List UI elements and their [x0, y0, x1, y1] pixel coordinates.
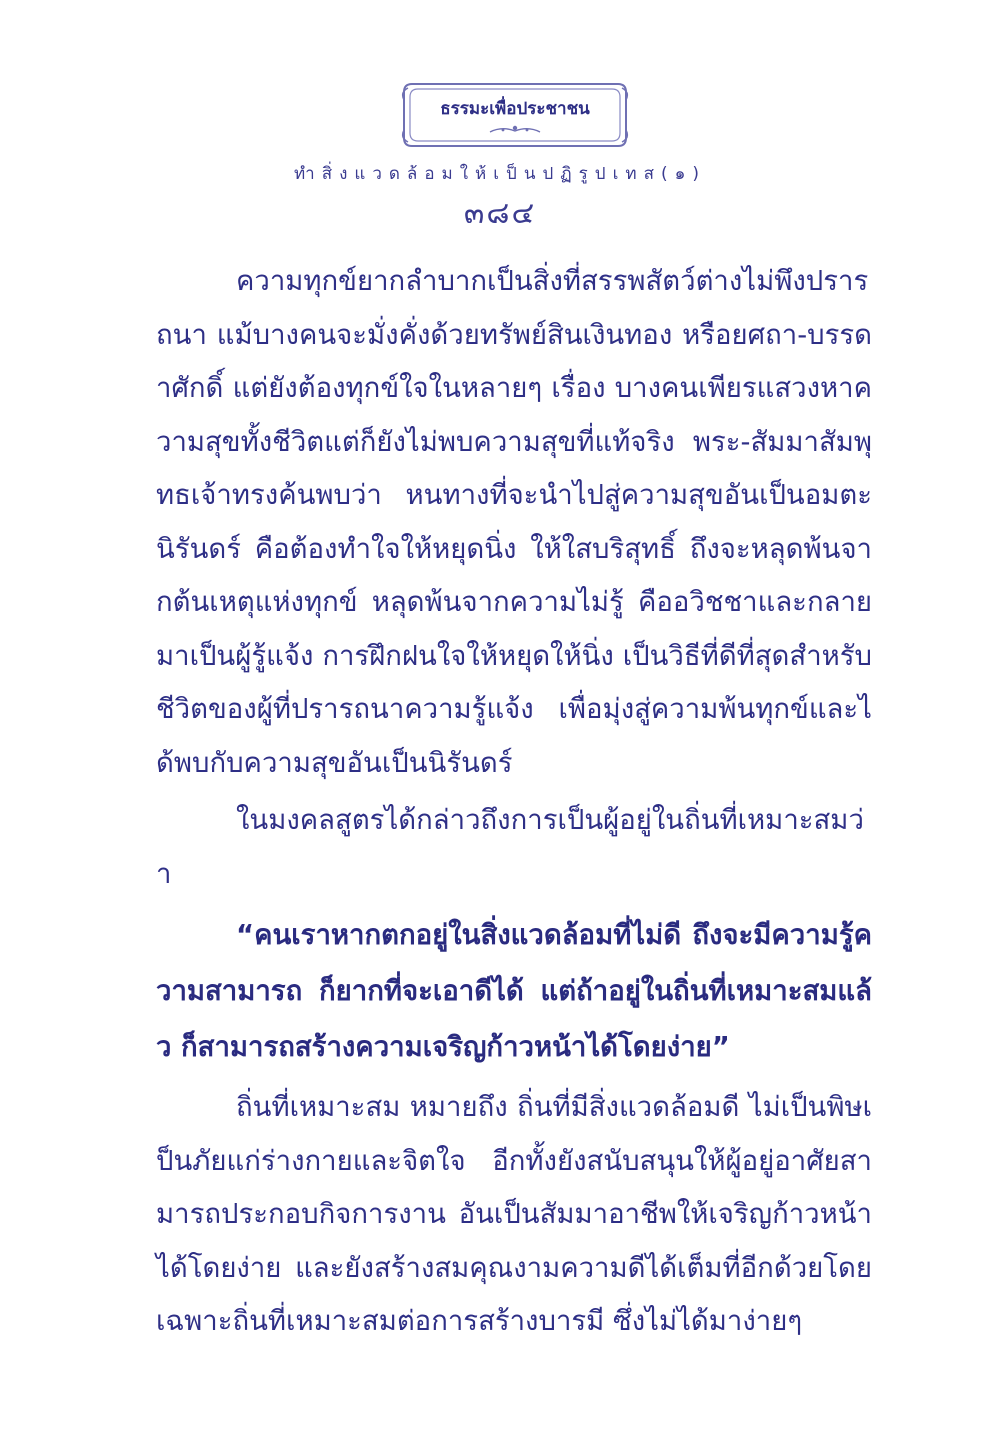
- page-number: ๓๘๔: [463, 196, 537, 231]
- paragraph-1: ความทุกข์ยากลำบากเป็นสิ่งที่สรรพสัตว์ต่างไม่พึงปรารถนา แม้บางคนจะมั่งคั่งด้วยทรัพย์สินเงินทอง หรือยศถา-บรรดาศักดิ์ แต่ยังต้องทุกข์ใจในหลายๆ เรื่อง บางคนเพียรแสวงหาความสุขทั้งชีวิตแต่ก็ยังไม่พบความสุขที่แท้จริง พระ-สัมมาสัมพุทธเจ้าทรงค้นพบว่า หนทางที่จะนำไปสู่ความสุขอันเป็นอมตะนิรันดร์ คือต้องทำใจให้หยุดนิ่ง ให้ใสบริสุทธิ์ ถึงจะหลุดพ้นจากต้นเหตุแห่งทุกข์ หลุดพ้นจากความไม่รู้ คืออวิชชาและกลายมาเป็นผู้รู้แจ้ง การฝึกฝนใจให้หยุดให้นิ่ง เป็นวิธีที่ดีที่สุดสำหรับชีวิตของผู้ที่ปรารถนาความรู้แจ้ง เพื่อมุ่งสู่ความพ้นทุกข์และได้พบกับความสุขอันเป็นนิรันดร์: [156, 265, 872, 779]
- logo-text: ธรรมะเพื่อประชาชน: [440, 99, 590, 119]
- paragraph-3: ถิ่นที่เหมาะสม หมายถึง ถิ่นที่มีสิ่งแวดล้อมดี ไม่เป็นพิษเป็นภัยแก่ร่างกายและจิตใจ อีกทั้งยังสนับสนุนให้ผู้อยู่อาศัยสามารถประกอบกิจการงาน อันเป็นสัมมาอาชีพให้เจริญก้าวหน้าได้โดยง่าย และยังสร้างสมคุณงามความดีได้เต็มที่อีกด้วยโดยเฉพาะถิ่นที่เหมาะสมต่อการสร้างบารมี ซึ่งไม่ได้มาง่ายๆ: [156, 1091, 872, 1337]
- paragraph-2: ในมงคลสูตรได้กล่าวถึงการเป็นผู้อยู่ในถิ่นที่เหมาะสมว่า: [156, 804, 864, 890]
- body-text: [156, 255, 872, 1349]
- chapter-subtitle: ทำสิ่งแวดล้อมให้เป็นปฏิรูปเทส(๑): [293, 164, 707, 184]
- quote-paragraph: “คนเราหากตกอยู่ในสิ่งแวดล้อมที่ไม่ดี ถึงจะมีความรู้ความสามารถ ก็ยากที่จะเอาดีได้ แต่ถ้าอยู่ในถิ่นที่เหมาะสมแล้ว ก็สามารถสร้างความเจริญก้าวหน้าได้โดยง่าย”: [156, 919, 872, 1063]
- logo: [398, 78, 632, 152]
